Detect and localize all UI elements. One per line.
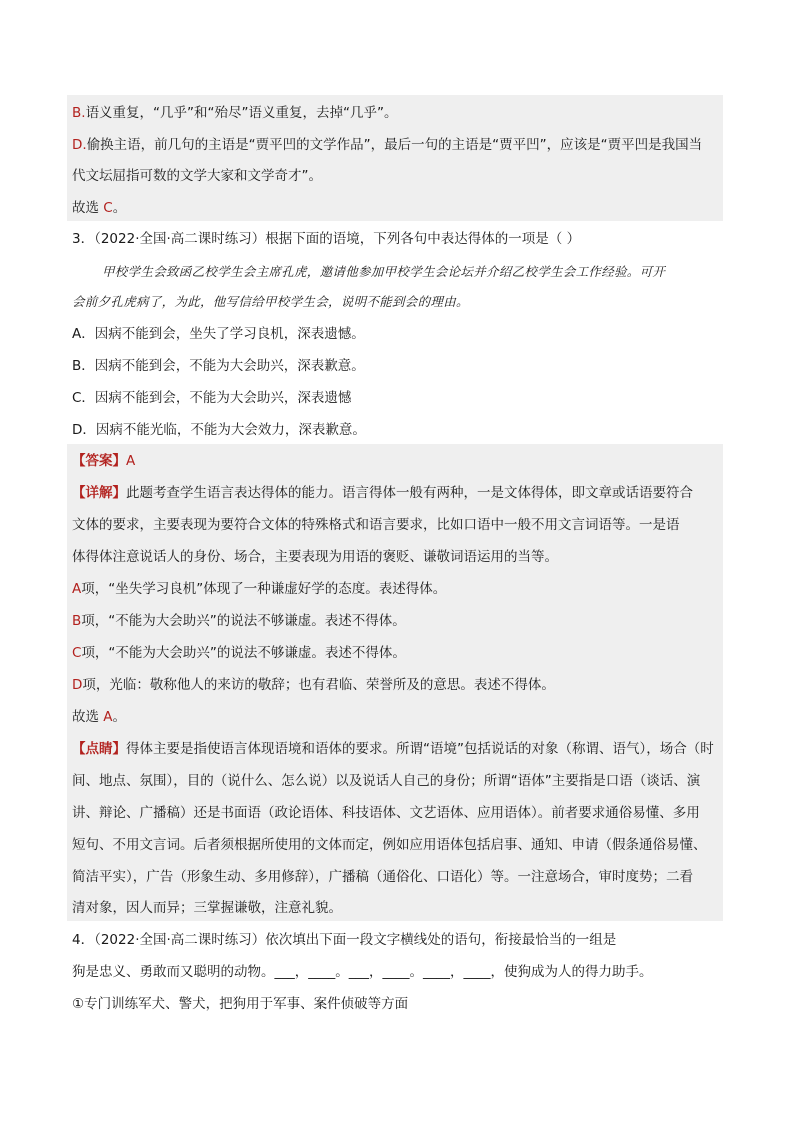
question-source: （2022·全国·高二课时练习） bbox=[94, 932, 266, 948]
item-c-analysis: C项，“不能为大会助兴”的说法不够谦虚。表述不得体。 bbox=[72, 645, 406, 661]
item-a-analysis: A项，“坐失学习良机”体现了一种谦虚好学的态度。表述得体。 bbox=[72, 581, 447, 597]
option-b-explanation: B.语义重复，“几乎”和“殆尽”语义重复，去掉“几乎”。 bbox=[72, 105, 398, 121]
point-line-1: 【点睛】得体主要是指使语言体现语境和语体的要求。所谓“语境”包括说话的对象（称谓、语气），场合（时 bbox=[72, 741, 714, 757]
option-d-explanation-1: D.偷换主语，前几句的主语是“贾平凹的文学作品”，最后一句的主语是“贾平凹”，应该是“贾平凹是我国当 bbox=[72, 137, 703, 153]
context-line-2: 会前夕孔虎病了，为此，他写信给甲校学生会，说明不能到会的理由。 bbox=[72, 294, 469, 309]
detail-line-1: 【详解】此题考查学生语言表达得体的能力。语言得体一般有两种，一是文体得体，即文章或话语要符合 bbox=[72, 485, 693, 501]
question-3-title: 3．（2022·全国·高二课时练习）根据下面的语境，下列各句中表达得体的一项是（ ） bbox=[72, 231, 581, 247]
option-a: A．因病不能到会，坐失了学习良机，深表遗憾。 bbox=[72, 326, 365, 342]
detail-line-3: 体得体注意说话人的身份、场合，主要表现为用语的褒贬、谦敬词语运用的当等。 bbox=[72, 549, 558, 565]
point-line-5: 简洁平实），广告（形象生动、多用修辞），广播稿（通俗化、口语化）等。一注意场合，审时度势；二看 bbox=[72, 869, 693, 885]
option-d-explanation-2: 代文坛屈指可数的文学大家和文学奇才”。 bbox=[72, 168, 322, 184]
point-line-2: 间、地点、氛围），目的（说什么、怎么说）以及说话人自己的身份；所谓“语体”主要指是口语（谈话、演 bbox=[72, 773, 701, 789]
detail-line-2: 文体的要求，主要表现为要符合文体的特殊格式和语言要求，比如口语中一般不用文言词语等。一是语 bbox=[72, 517, 680, 533]
choose-a-line: 故选 A。 bbox=[72, 709, 127, 725]
question-source: （2022·全国·高二课时练习） bbox=[94, 231, 266, 247]
question-4-passage: 狗是忠义、勇敢而又聪明的动物。___，____。___，____。____，____，使狗成为人的得力助手。 bbox=[72, 964, 653, 980]
option-b: B．因病不能到会，不能为大会助兴，深表歉意。 bbox=[72, 358, 365, 374]
option-c: C．因病不能到会，不能为大会助兴，深表遗憾 bbox=[72, 390, 352, 406]
question-4-title: 4．（2022·全国·高二课时练习）依次填出下面一段文字横线处的语句，衔接最恰当的一组是 bbox=[72, 932, 617, 948]
question-4-sentence-1: ①专门训练军犬、警犬，把狗用于军事、案件侦破等方面 bbox=[72, 996, 409, 1012]
item-b-analysis: B项，“不能为大会助兴”的说法不够谦虚。表述不得体。 bbox=[72, 613, 406, 629]
point-line-6: 清对象，因人而异；三掌握谦敬，注意礼貌。 bbox=[72, 900, 342, 916]
point-line-3: 讲、辩论、广播稿）还是书面语（政论语体、科技语体、文艺语体、应用语体）。前者要求通俗易懂、多用 bbox=[72, 805, 700, 821]
answer-line: 【答案】A bbox=[72, 453, 136, 469]
option-d: D．因病不能光临，不能为大会效力，深表歉意。 bbox=[72, 422, 366, 438]
choose-c-line: 故选 C。 bbox=[72, 200, 127, 216]
context-line-1: 甲校学生会致函乙校学生会主席孔虎，邀请他参加甲校学生会论坛并介绍乙校学生会工作经验。可开 bbox=[102, 264, 666, 279]
point-line-4: 短句、不用文言词。后者须根据所使用的文体而定，例如应用语体包括启事、通知、申请（假条通俗易懂、 bbox=[72, 837, 707, 853]
item-d-analysis: D项，光临：敬称他人的来访的敬辞；也有君临、荣誉所及的意思。表述不得体。 bbox=[72, 677, 555, 693]
